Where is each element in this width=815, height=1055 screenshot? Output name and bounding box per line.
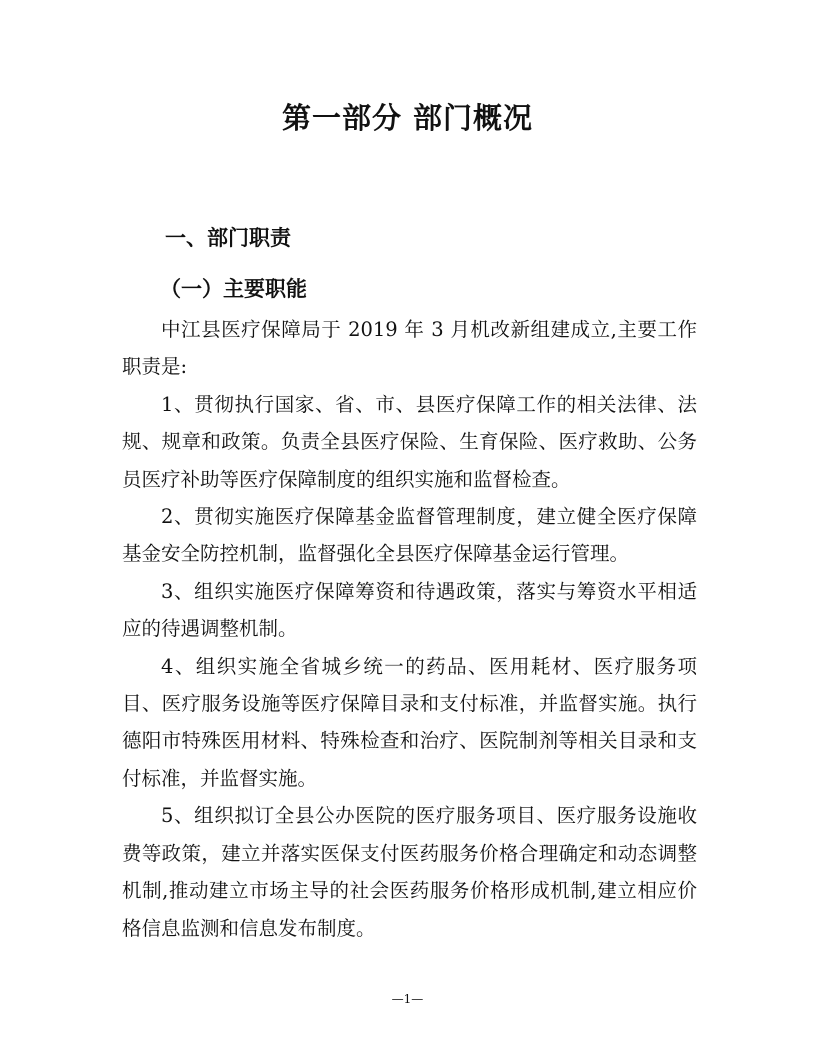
paragraph-duty-5: 5、组织拟订全县公办医院的医疗服务项目、医疗服务设施收费等政策，建立并落实医保支付医药服务价格合理确定和动态调整机制,推动建立市场主导的社会医药服务价格形成机制,建立相应价格信息监测和信息发布制度。 xyxy=(122,804,697,940)
subsection-heading: （一）主要职能 xyxy=(160,276,307,301)
paragraph-intro: 中江县医疗保障局于 2019 年 3 月机改新组建成立,主要工作职责是: xyxy=(122,318,697,379)
paragraph-duty-3: 3、组织实施医疗保障筹资和待遇政策，落实与筹资水平相适应的待遇调整机制。 xyxy=(122,579,697,641)
paragraph-duty-4: 4、组织实施全省城乡统一的药品、医用耗材、医疗服务项目、医疗服务设施等医疗保障目录和支付标准，并监督实施。执行德阳市特殊医用材料、特殊检查和治疗、医院制剂等相关目录和支付标准，并监督实施。 xyxy=(122,654,697,790)
page-number: —1— xyxy=(391,992,424,1006)
page-title: 第一部分 部门概况 xyxy=(281,101,534,135)
section-heading: 一、部门职责 xyxy=(165,226,291,250)
paragraph-duty-2: 2、贯彻实施医疗保障基金监督管理制度，建立健全医疗保障基金安全防控机制，监督强化全县医疗保障基金运行管理。 xyxy=(122,505,697,566)
paragraph-duty-1: 1、贯彻执行国家、省、市、县医疗保障工作的相关法律、法规、规章和政策。负责全县医疗保险、生育保险、医疗救助、公务员医疗补助等医疗保障制度的组织实施和监督检查。 xyxy=(122,392,697,491)
body-text xyxy=(122,311,697,947)
